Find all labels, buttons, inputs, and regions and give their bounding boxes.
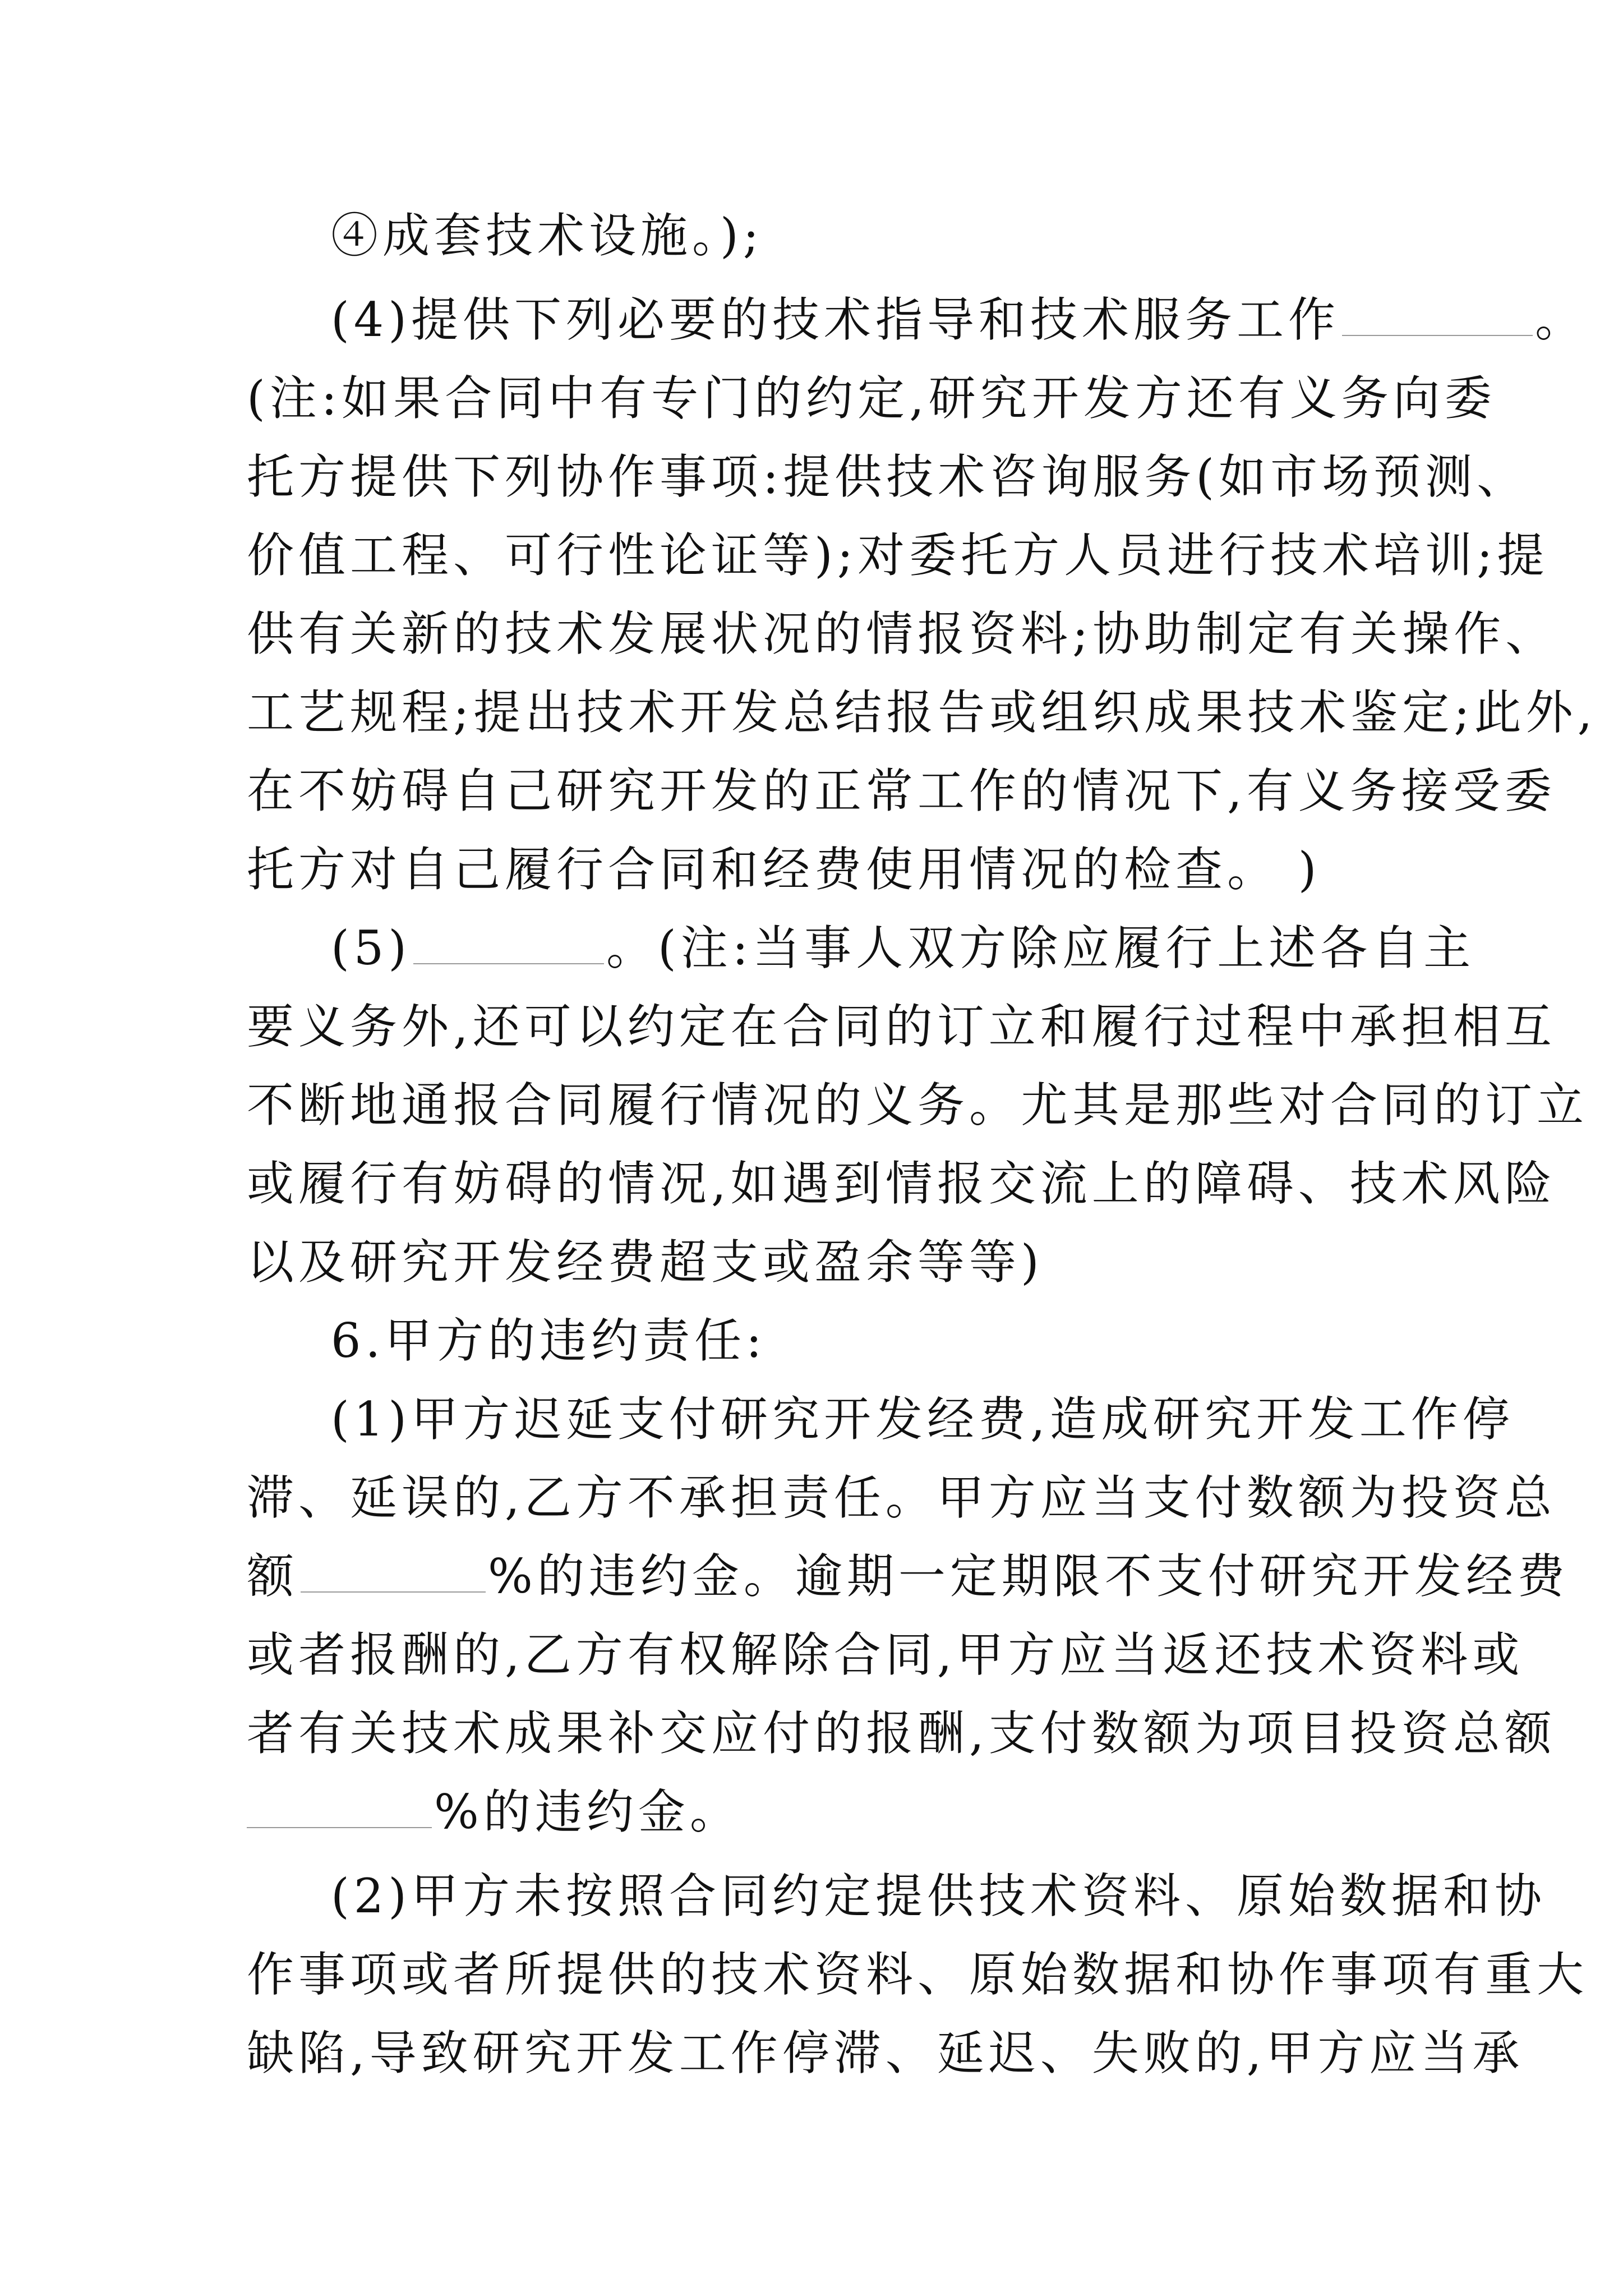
text-segment: %的违约金。逾期一定期限不支付研究开发经费 <box>488 1549 1569 1604</box>
text-line <box>331 292 1587 348</box>
text-line: 托方提供下列协作事项:提供技术咨询服务(如市场预测、 <box>247 449 1529 504</box>
text-line <box>247 1548 1569 1604</box>
section-heading: 6.甲方的违约责任: <box>331 1313 767 1368</box>
text-segment: 。(注:当事人双方除应履行上述各自主 <box>606 921 1476 976</box>
text-line <box>247 1784 741 1840</box>
text-segment: (5) <box>331 921 411 976</box>
text-line: 或者报酬的,乙方有权解除合同,甲方应当返还技术资料或 <box>247 1627 1524 1682</box>
text-line: 不断地通报合同履行情况的义务。尤其是那些对合同的订立 <box>247 1078 1589 1133</box>
text-line: 或履行有妨碍的情况,如遇到情报交流上的障碍、技术风险 <box>247 1156 1556 1211</box>
text-line: 要义务外,还可以约定在合同的订立和履行过程中承担相互 <box>247 999 1556 1054</box>
text-line: 工艺规程;提出技术开发总结报告或组织成果技术鉴定;此外, <box>247 685 1597 740</box>
text-segment: %的违约金。 <box>434 1784 741 1839</box>
fill-in-blank <box>413 923 604 964</box>
text-line: 滞、延误的,乙方不承担责任。甲方应当支付数额为投资总 <box>247 1470 1556 1525</box>
text-line: (1)甲方迟延支付研究开发经费,造成研究开发工作停 <box>331 1392 1514 1447</box>
text-line: 者有关技术成果补交应付的报酬,支付数额为项目投资总额 <box>247 1706 1556 1761</box>
text-line: 以及研究开发经费超支或盈余等等) <box>247 1235 1044 1290</box>
text-segment: 。 <box>1535 292 1587 347</box>
fill-in-blank <box>247 1787 432 1828</box>
text-line: 在不妨碍自己研究开发的正常工作的情况下,有义务接受委 <box>247 763 1556 818</box>
text-segment: (4)提供下列必要的技术指导和技术服务工作 <box>331 292 1340 347</box>
text-line: (2)甲方未按照合同约定提供技术资料、原始数据和协 <box>331 1869 1546 1924</box>
text-line: 作事项或者所提供的技术资料、原始数据和协作事项有重大 <box>247 1947 1589 2002</box>
text-line: (注:如果合同中有专门的约定,研究开发方还有义务向委 <box>247 371 1496 426</box>
text-line <box>331 920 1475 976</box>
fill-in-blank <box>301 1551 486 1593</box>
text-line: 缺陷,导致研究开发工作停滞、延迟、失败的,甲方应当承 <box>247 2026 1524 2081</box>
fill-in-blank <box>1342 295 1533 336</box>
text-line: 供有关新的技术发展状况的情报资料;协助制定有关操作、 <box>247 606 1557 661</box>
text-line: 价值工程、可行性论证等);对委托方人员进行技术培训;提 <box>247 528 1549 583</box>
text-segment: 额 <box>247 1549 299 1604</box>
text-line: 托方对自己履行合同和经费使用情况的检查。 ) <box>247 842 1321 897</box>
text-line: ④成套技术设施。); <box>331 208 764 263</box>
